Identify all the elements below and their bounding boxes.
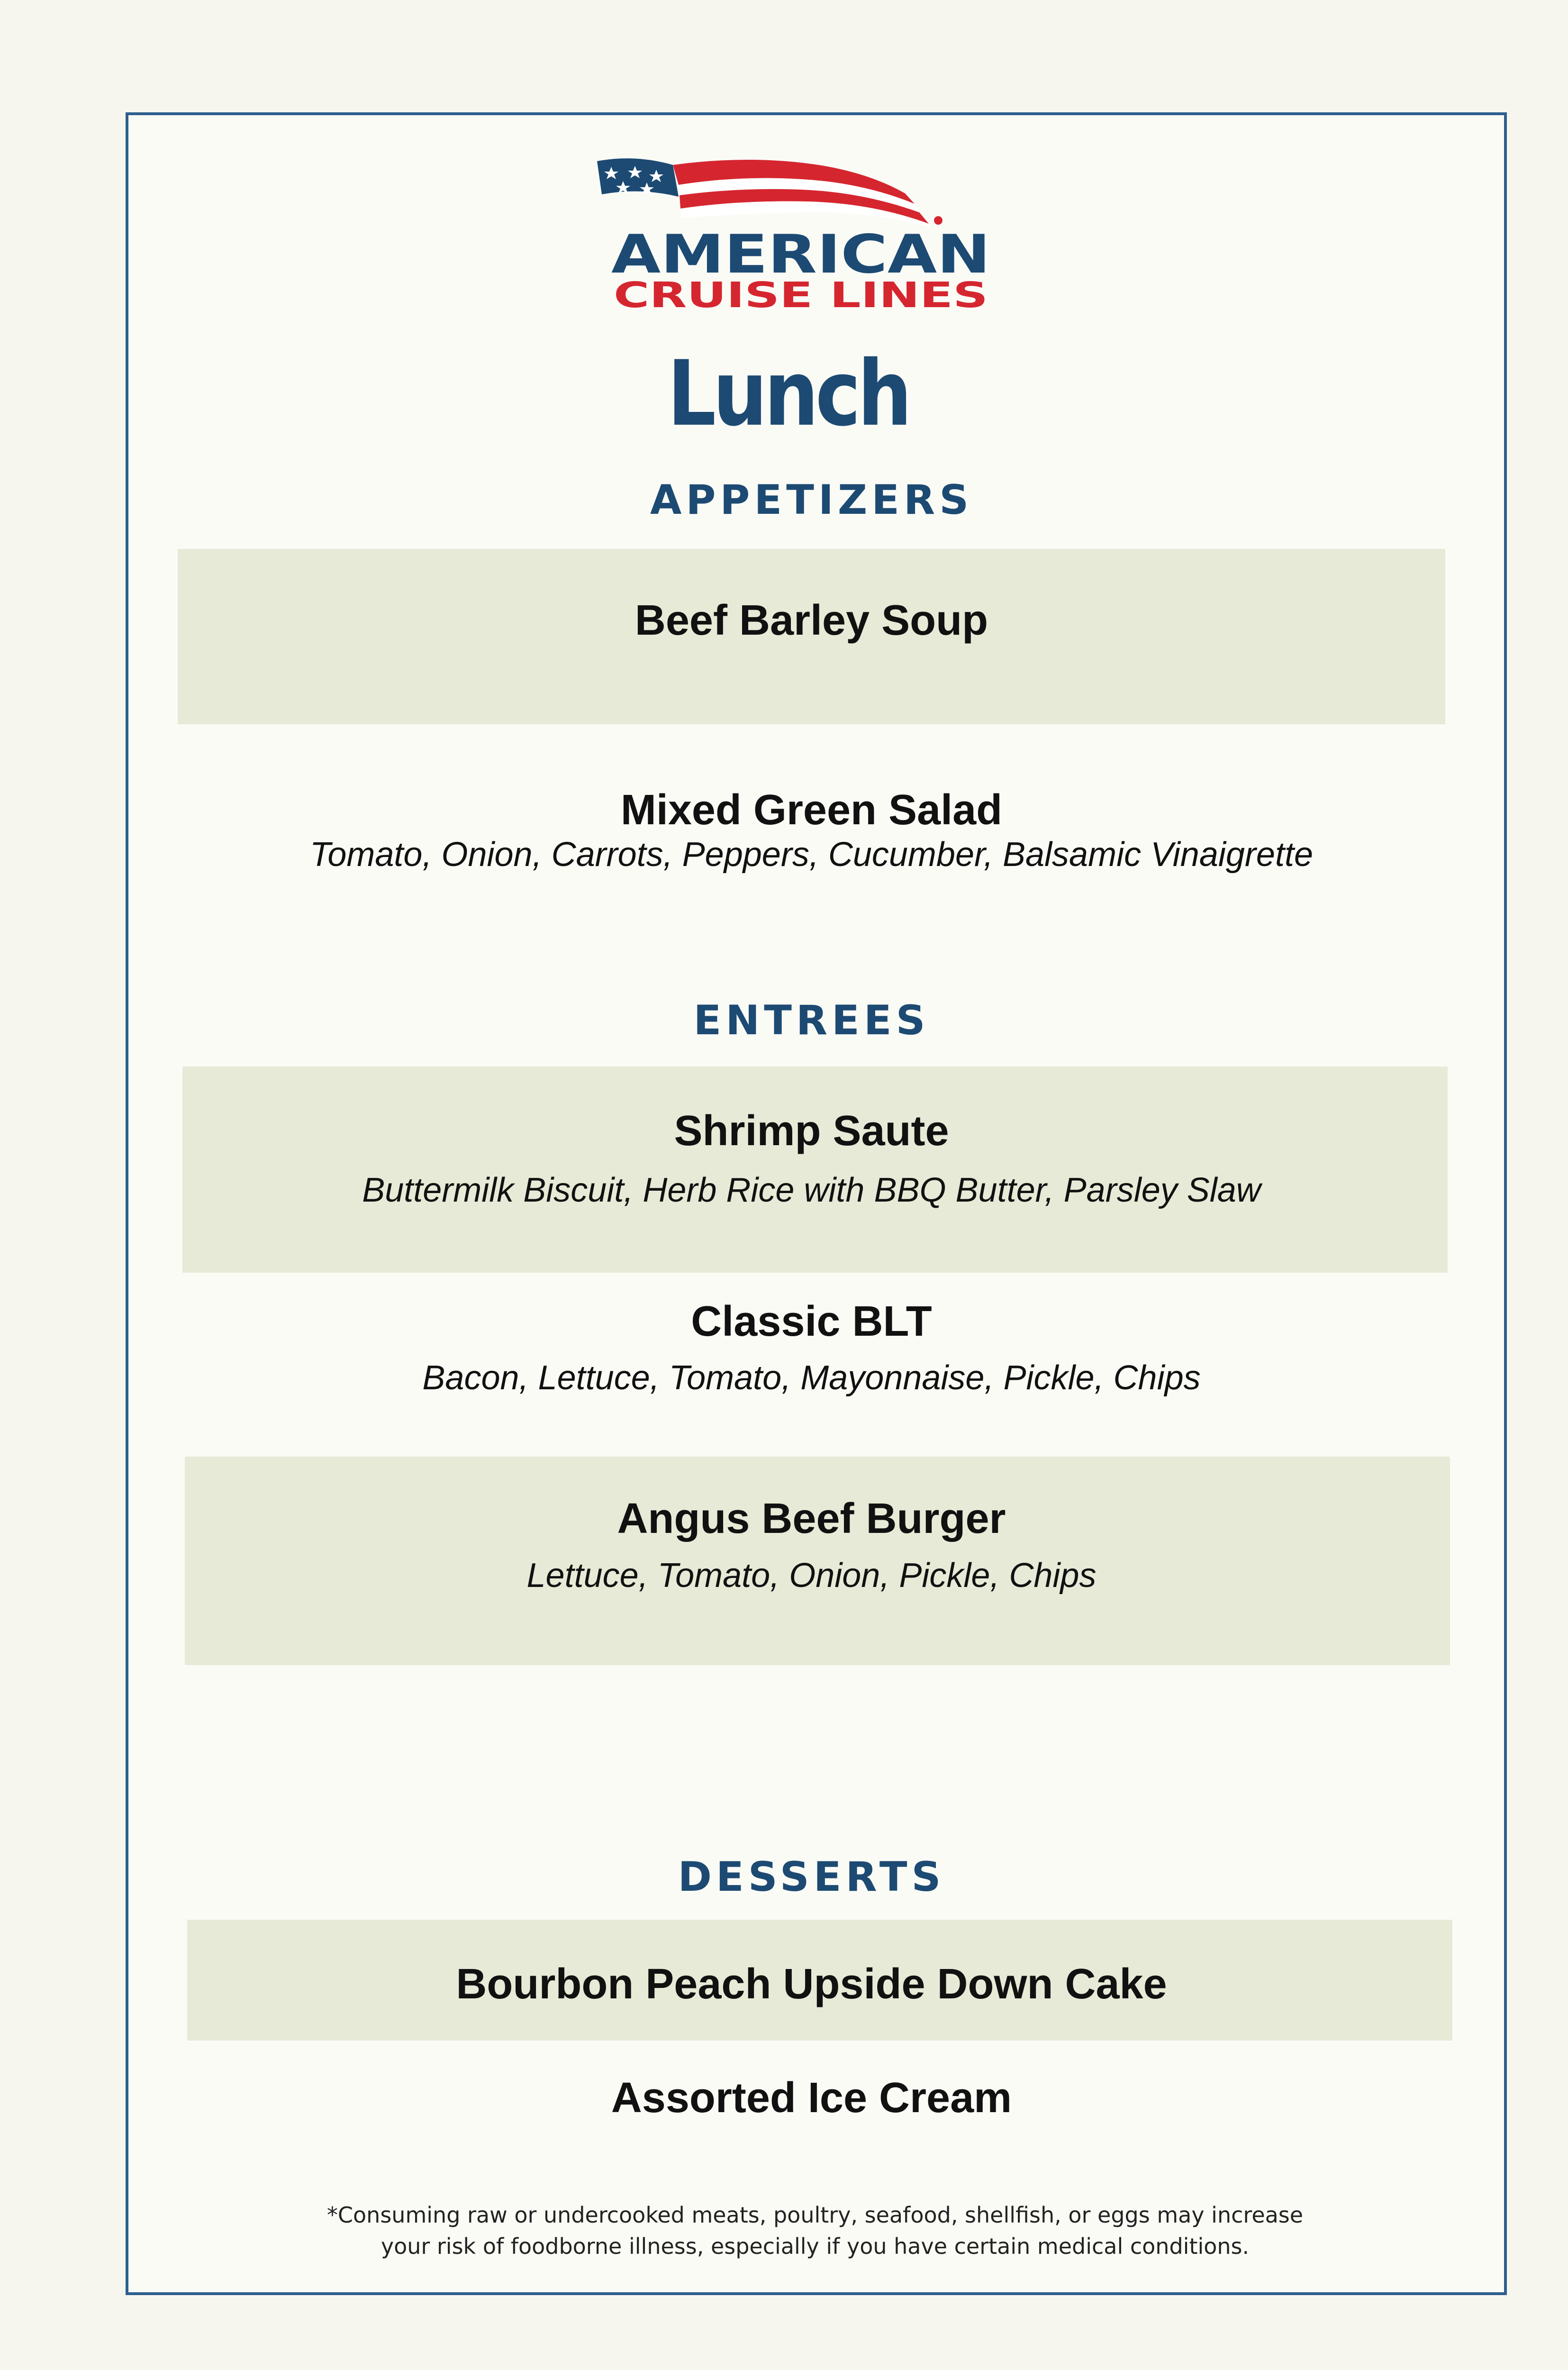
menu-item-description: Bacon, Lettuce, Tomato, Mayonnaise, Pickle, Chips bbox=[422, 1359, 1201, 1397]
american-cruise-lines-logo bbox=[597, 156, 1005, 313]
footnote-line-2: your risk of foodborne illness, especially if you have certain medical conditions. bbox=[381, 2233, 1250, 2259]
allergy-footnote bbox=[0, 2199, 1568, 2262]
menu-item-name: Beef Barley Soup bbox=[634, 597, 988, 644]
menu-item-name: Shrimp Saute bbox=[674, 1107, 949, 1155]
footnote-line-1: *Consuming raw or undercooked meats, poultry, seafood, shellfish, or eggs may increase bbox=[326, 2202, 1304, 2228]
section-heading-appetizers: APPETIZERS bbox=[650, 476, 973, 524]
menu-item-description: Tomato, Onion, Carrots, Peppers, Cucumber, Balsamic Vinaigrette bbox=[309, 836, 1313, 874]
menu-title: Lunch bbox=[667, 341, 909, 446]
menu-item-band bbox=[182, 1066, 1448, 1273]
logo-line-2: CRUISE LINES bbox=[614, 275, 988, 313]
logo-line-1: AMERICAN bbox=[611, 224, 990, 285]
menu-item-name: Classic BLT bbox=[691, 1298, 932, 1345]
menu-item-name: Mixed Green Salad bbox=[620, 786, 1003, 834]
menu-item-name: Bourbon Peach Upside Down Cake bbox=[456, 1960, 1167, 2008]
section-heading-desserts: DESSERTS bbox=[678, 1853, 945, 1901]
flag-icon bbox=[597, 158, 943, 228]
menu-item-name: Angus Beef Burger bbox=[617, 1495, 1006, 1542]
menu-item-description: Buttermilk Biscuit, Herb Rice with BBQ Butter, Parsley Slaw bbox=[362, 1171, 1261, 1209]
menu-item-description: Lettuce, Tomato, Onion, Pickle, Chips bbox=[526, 1557, 1097, 1595]
menu-item-name: Assorted Ice Cream bbox=[611, 2074, 1012, 2122]
section-heading-entrees: ENTREES bbox=[693, 997, 930, 1044]
